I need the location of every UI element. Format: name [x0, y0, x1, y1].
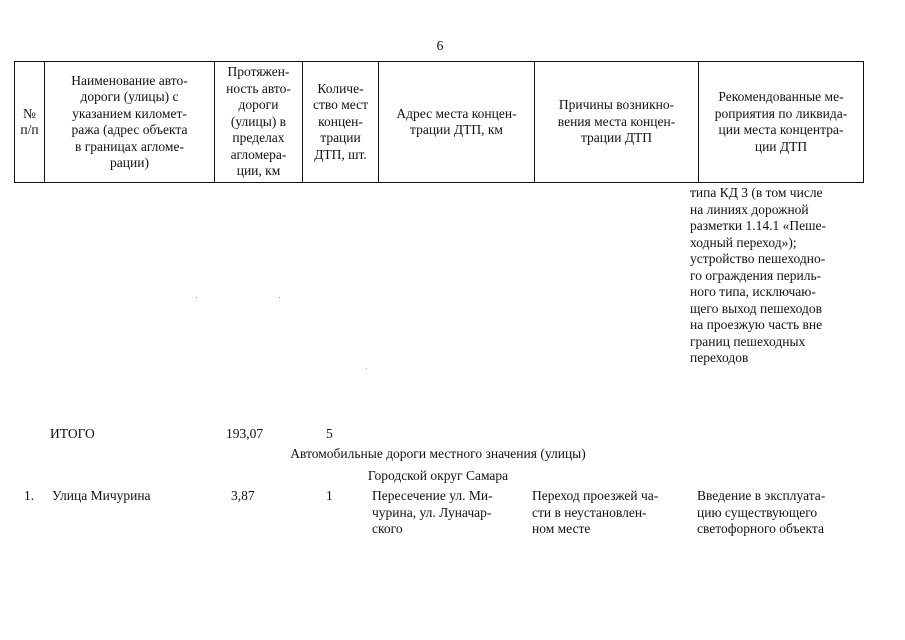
- header-col-reasons-label: Причины возникно- вения места концен- трации ДТП: [557, 97, 676, 146]
- row-count: 1: [326, 488, 333, 503]
- header-col-length-label: Протяжен- ность авто- дороги (улицы) в пределах агломера- ции, км: [226, 64, 291, 179]
- table-header: [14, 61, 864, 183]
- header-col-address-label: Адрес места концен- трации ДТП, км: [396, 105, 517, 137]
- total-length: 193,07: [226, 426, 264, 441]
- header-col-count: [303, 62, 379, 182]
- header-col-number-label: № п/п: [20, 105, 39, 137]
- continued-measures-text: типа КД 3 (в том числе на линиях дорожной разметки 1.14.1 «Пеше- ходный переход»); устройство пешеходно- го ограждения периль- ного типа, исключаю- щего выход пешеходов на проезжую часть вне границ пешеходных переходов: [690, 185, 826, 365]
- header-col-reasons: [535, 62, 699, 182]
- subsection-title: Городской округ Самара: [367, 468, 509, 483]
- header-col-road-name: [45, 62, 215, 182]
- header-col-measures: [699, 62, 863, 182]
- row-road-name: Улица Мичурина: [52, 488, 151, 503]
- header-col-count-label: Количе- ство мест концен- трации ДТП, шт.: [312, 80, 369, 162]
- header-col-road-name-label: Наименование авто- дороги (улицы) с указанием километ- ража (адрес объекта в границах агломе- рации): [71, 72, 188, 170]
- row-address: Пересечение ул. Ми- чурина, ул. Луначар- ского: [372, 488, 493, 536]
- scan-speck: [196, 297, 197, 298]
- scan-speck: [366, 368, 367, 369]
- header-col-address: [379, 62, 535, 182]
- scan-speck: [279, 297, 280, 298]
- row-measure: Введение в эксплуата- цию существующего светофорного объекта: [697, 488, 826, 536]
- row-length: 3,87: [231, 488, 255, 503]
- header-col-number: [15, 62, 45, 182]
- row-reason: Переход проезжей ча- сти в неустановлен- ном месте: [532, 488, 659, 536]
- header-col-measures-label: Рекомендованные ме- роприятия по ликвида- ции места концентра- ции ДТП: [714, 89, 848, 154]
- total-label: ИТОГО: [50, 426, 95, 441]
- section-title: Автомобильные дороги местного значения (улицы): [290, 446, 586, 461]
- page-number: 6: [436, 38, 444, 53]
- row-number: 1.: [24, 488, 35, 503]
- total-count: 5: [326, 426, 333, 441]
- header-col-length: [215, 62, 303, 182]
